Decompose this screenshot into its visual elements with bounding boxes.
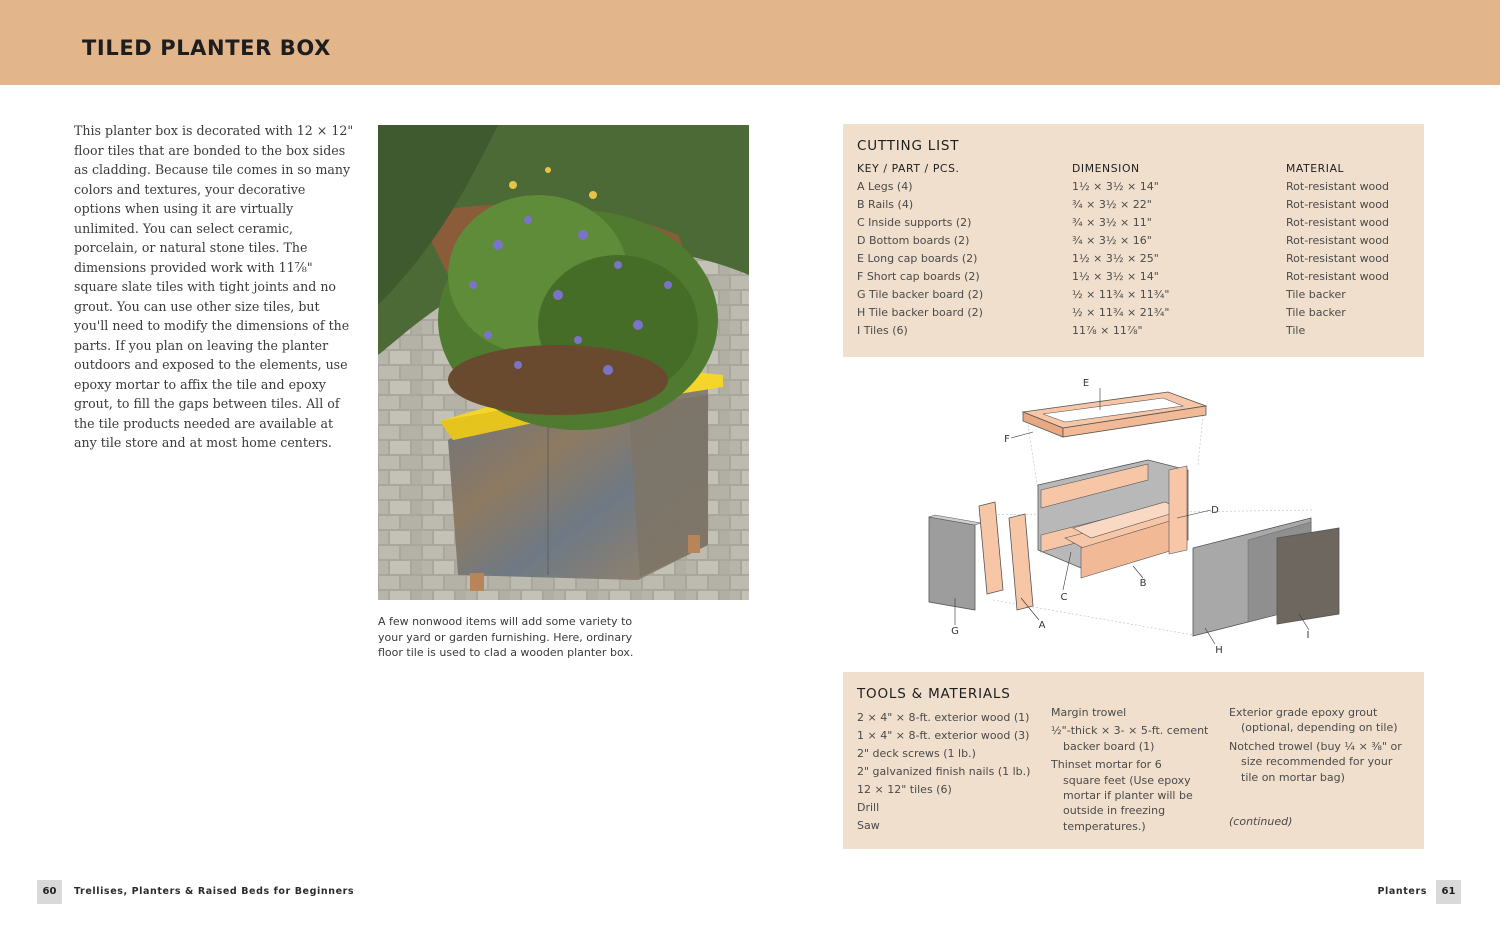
cutting-list-title: CUTTING LIST	[857, 138, 960, 154]
material-cell: Tile	[1286, 324, 1306, 337]
page-title: TILED PLANTER BOX	[82, 36, 331, 60]
header-material: MATERIAL	[1286, 162, 1345, 175]
cutting-list-panel	[843, 124, 1424, 357]
material-cell: Rot-resistant wood	[1286, 270, 1390, 283]
tool-item-line: Notched trowel (buy ¼ × ⅜" or	[1229, 739, 1402, 753]
tool-item: 2" galvanized finish nails (1 lb.)	[857, 765, 1031, 778]
tool-item: 2 × 4" × 8-ft. exterior wood (1)	[857, 711, 1030, 724]
page-number-left: 60	[37, 880, 62, 904]
tools-column-1	[857, 709, 1047, 835]
running-head-left: Trellises, Planters & Raised Beds for Beginners	[74, 886, 355, 897]
tool-item: 1 × 4" × 8-ft. exterior wood (3)	[857, 729, 1030, 742]
part-cell: F Short cap boards (2)	[857, 270, 980, 283]
tool-item	[1051, 757, 1231, 834]
cutting-row	[843, 270, 1424, 288]
material-cell: Rot-resistant wood	[1286, 234, 1390, 247]
label-F: F	[1004, 434, 1010, 445]
tool-item: 12 × 12" tiles (6)	[857, 783, 952, 796]
tool-item-line: backer board (1)	[1063, 739, 1155, 753]
dimension-cell: 1½ × 3½ × 25"	[1072, 252, 1159, 265]
material-cell: Rot-resistant wood	[1286, 180, 1390, 193]
exploded-diagram	[843, 370, 1424, 660]
header-dimension: DIMENSION	[1072, 162, 1140, 175]
part-cell: C Inside supports (2)	[857, 216, 972, 229]
photo-caption: A few nonwood items will add some variety to your yard or garden furnishing. Here, ordinary floor tile is used to clad a wooden planter box.	[378, 615, 634, 660]
tool-item: Drill	[857, 801, 880, 814]
label-A: A	[1038, 620, 1046, 631]
dimension-cell: 11⅞ × 11⅞"	[1072, 324, 1143, 337]
cutting-row	[843, 234, 1424, 252]
part-cell: D Bottom boards (2)	[857, 234, 970, 247]
cutting-row	[843, 306, 1424, 324]
tool-item-line: Margin trowel	[1051, 706, 1127, 719]
dimension-cell: ¾ × 3½ × 11"	[1072, 216, 1152, 229]
material-cell: Rot-resistant wood	[1286, 198, 1390, 211]
cutting-row	[843, 324, 1424, 342]
page-number-right: 61	[1436, 880, 1461, 904]
part-cell: H Tile backer board (2)	[857, 306, 983, 319]
label-H: H	[1215, 645, 1223, 656]
dimension-cell: ¾ × 3½ × 16"	[1072, 234, 1152, 247]
tool-item-line: tile on mortar bag)	[1241, 770, 1345, 784]
tool-item	[1229, 705, 1419, 736]
cutting-row	[843, 252, 1424, 270]
planter-photo	[378, 125, 749, 600]
material-cell: Rot-resistant wood	[1286, 216, 1390, 229]
dimension-cell: 1½ × 3½ × 14"	[1072, 180, 1159, 193]
tool-item-line: square feet (Use epoxy	[1063, 773, 1191, 787]
tool-item: Saw	[857, 819, 880, 832]
continued-note: (continued)	[1229, 815, 1293, 828]
tool-item-line: temperatures.)	[1063, 819, 1146, 833]
intro-paragraph: This planter box is decorated with 12 × 12" floor tiles that are bonded to the box sides as cladding. Because tile comes in so many colors and textures, your decorative options when using it are virtually unlimited. You can select ceramic, porcelain, or natural stone tiles. The dimensions provided work with 11⅞" square slate tiles with tight joints and no grout. You can use other size tiles, but you'll need to modify the dimensions of the parts. If you plan on leaving the planter outdoors and exposed to the elements, use epoxy mortar to affix the tile and epoxy grout, to fill the gaps between tiles. All of the tile products needed are available at any tile store and at most home centers.	[74, 123, 354, 450]
tool-item-line: ½"-thick × 3- × 5-ft. cement	[1051, 724, 1209, 738]
tools-column-3	[1229, 705, 1419, 788]
material-cell: Tile backer	[1286, 288, 1346, 301]
part-cell: E Long cap boards (2)	[857, 252, 978, 265]
tool-item	[1051, 705, 1231, 720]
cutting-row	[843, 180, 1424, 198]
tool-item: 2" deck screws (1 lb.)	[857, 747, 976, 760]
material-cell: Tile backer	[1286, 306, 1346, 319]
cutting-row	[843, 216, 1424, 234]
tool-item-line: Exterior grade epoxy grout	[1229, 706, 1378, 719]
tool-item-line: outside in freezing	[1063, 804, 1166, 818]
tool-item-line: size recommended for your	[1241, 755, 1393, 769]
dimension-cell: ½ × 11¾ × 21¾"	[1072, 306, 1170, 319]
tools-column-2	[1051, 705, 1231, 837]
tools-materials-panel	[843, 672, 1424, 849]
cutting-row	[843, 198, 1424, 216]
tool-item-line: mortar if planter will be	[1063, 789, 1193, 803]
running-head-right: Planters	[1377, 886, 1427, 897]
part-cell: B Rails (4)	[857, 198, 914, 211]
label-C: C	[1060, 592, 1068, 603]
header-key-part-pcs: KEY / PART / PCS.	[857, 162, 960, 175]
label-I: I	[1306, 630, 1310, 641]
label-G: G	[951, 626, 959, 637]
label-E: E	[1082, 378, 1090, 389]
tool-item	[1051, 723, 1231, 754]
part-cell: G Tile backer board (2)	[857, 288, 984, 301]
tool-item-line: Thinset mortar for 6	[1051, 758, 1162, 772]
label-B: B	[1139, 578, 1147, 589]
dimension-cell: ¾ × 3½ × 22"	[1072, 198, 1152, 211]
label-D: D	[1211, 505, 1219, 516]
part-cell: I Tiles (6)	[857, 324, 908, 337]
cutting-row	[843, 288, 1424, 306]
tool-item-line: (optional, depending on tile)	[1241, 721, 1398, 735]
tools-title: TOOLS & MATERIALS	[857, 686, 1011, 702]
dimension-cell: ½ × 11¾ × 11¾"	[1072, 288, 1170, 301]
part-cell: A Legs (4)	[857, 180, 913, 193]
tool-item	[1229, 739, 1419, 785]
material-cell: Rot-resistant wood	[1286, 252, 1390, 265]
dimension-cell: 1½ × 3½ × 14"	[1072, 270, 1159, 283]
